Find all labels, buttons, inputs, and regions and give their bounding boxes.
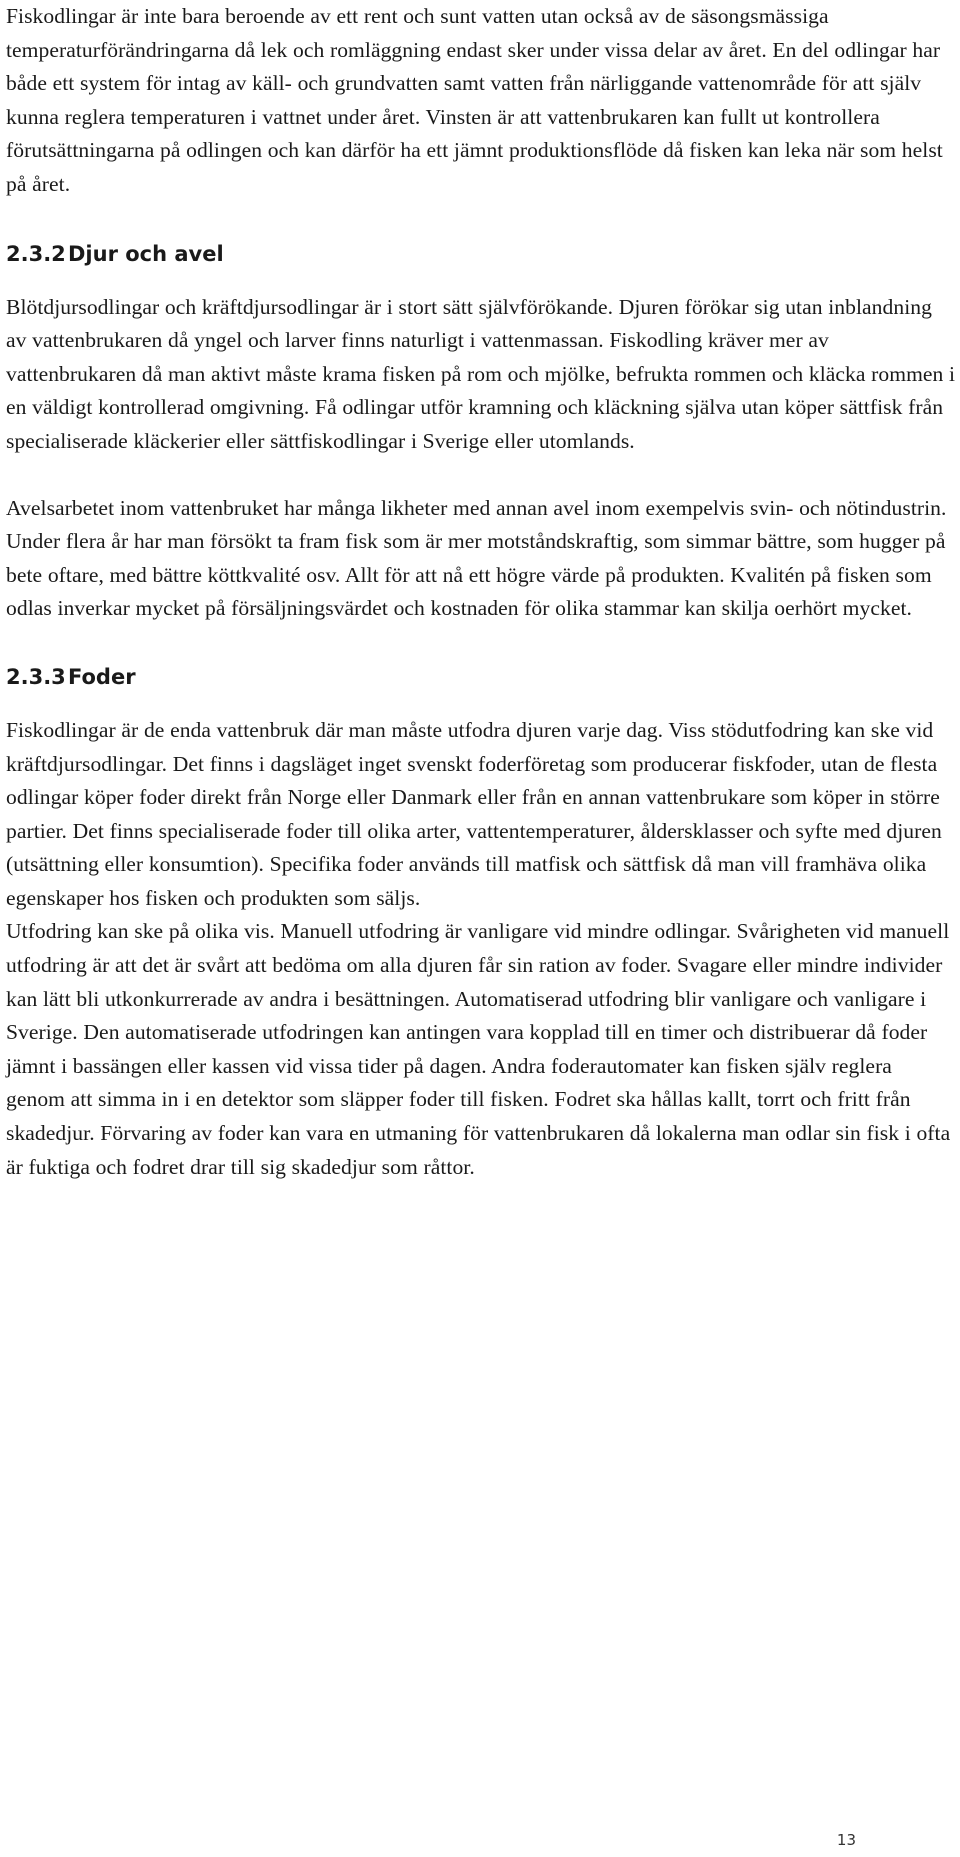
section-title: Foder <box>68 664 136 689</box>
page-number: 13 <box>836 1831 856 1849</box>
section-number: 2.3.3 <box>6 664 66 689</box>
section-number: 2.3.2 <box>6 241 66 266</box>
section-title: Djur och avel <box>68 241 224 266</box>
intro-paragraph: Fiskodlingar är inte bara beroende av ett rent och sunt vatten utan också av de säsongsmässiga temperaturförändringarna då lek och romläggning endast sker under vissa delar av året. En del odlingar har både ett system för intag av käll- och grundvatten samt vatten från närliggande vattenområde för att själv kunna reglera temperaturen i vattnet under året. Vinsten är att vattenbrukaren kan fullt ut kontrollera förutsättningarna på odlingen och kan därför ha ett jämnt produktionsflöde då fisken kan leka när som helst på året. <box>6 4 943 196</box>
section-heading-djur-och-avel <box>6 239 956 269</box>
document-body <box>6 0 956 1184</box>
djur-och-avel-paragraph-1: Blötdjursodlingar och kräftdjursodlingar är i stort sätt självförökande. Djuren förökar sig utan inblandning av vattenbrukaren då yngel och larver finns naturligt i vattenmassan. Fiskodling kräver mer av vattenbrukaren då man aktivt måste krama fisken på rom och mjölke, befrukta rommen och kläcka rommen i en väldigt kontrollerad omgivning. Få odlingar utför kramning och kläckning själva utan köper sättfisk från specialiserade kläckerier eller sättfiskodlingar i Sverige eller utomlands. <box>6 294 956 453</box>
foder-paragraph-2: Utfodring kan ske på olika vis. Manuell utfodring är vanligare vid mindre odlingar. Svårigheten vid manuell utfodring är att det är svårt att bedöma om alla djuren får sin ration av foder. Svagare eller mindre individer kan lätt bli utkonkurrerade av andra i besättningen. Automatiserad utfodring blir vanligare och vanligare i Sverige. Den automatiserade utfodringen kan antingen vara kopplad till en timer och distribuerar då foder jämnt i bassängen eller kassen vid vissa tider på dagen. Andra foderautomater kan fisken själv reglera genom att simma in i en detektor som släpper foder till fisken. Fodret ska hållas kallt, torrt och fritt från skadedjur. Förvaring av foder kan vara en utmaning för vattenbrukaren då lokalerna man odlar sin fisk i ofta är fuktiga och fodret drar till sig skadedjur som råttor. <box>6 919 951 1179</box>
section-heading-foder <box>6 662 956 692</box>
djur-och-avel-paragraph-2: Avelsarbetet inom vattenbruket har många likheter med annan avel inom exempelvis svin- och nötindustrin. Under flera år har man försökt ta fram fisk som är mer motståndskraftig, som simmar bättre, som hugger på bete oftare, med bättre köttkvalité osv. Allt för att nå ett högre värde på produkten. Kvalitén på fisken som odlas inverkar mycket på försäljningsvärdet och kostnaden för olika stammar kan skilja oerhört mycket. <box>6 495 947 621</box>
foder-paragraph-1: Fiskodlingar är de enda vattenbruk där man måste utfodra djuren varje dag. Viss stödutfodring kan ske vid kräftdjursodlingar. Det finns i dagsläget inget svenskt foderföretag som producerar fiskfoder, utan de flesta odlingar köper foder direkt från Norge eller Danmark eller från en annan vattenbrukare som köper in större partier. Det finns specialiserade foder till olika arter, vattentemperaturer, åldersklasser och syfte med djuren (utsättning eller konsumtion). Specifika foder används till matfisk och sättfisk då man vill framhäva olika egenskaper hos fisken och produkten som säljs. <box>6 717 942 910</box>
